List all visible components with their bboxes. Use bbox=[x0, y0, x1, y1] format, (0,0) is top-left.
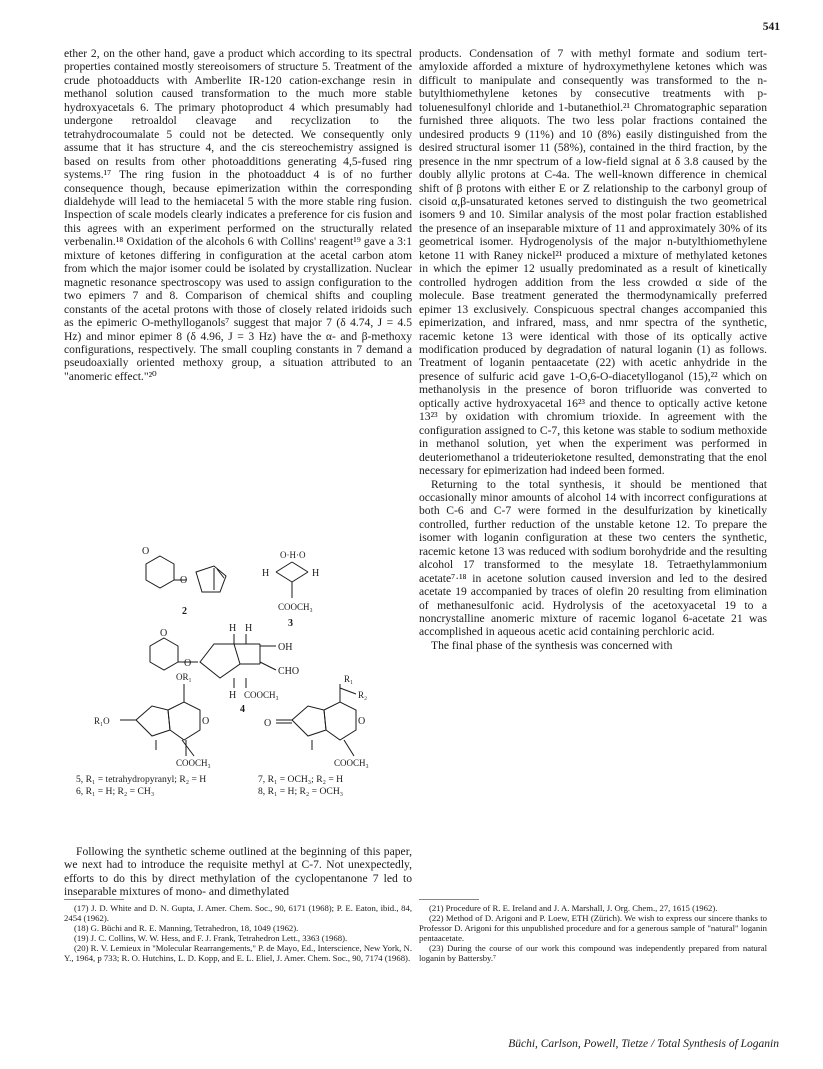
reference-22: (22) Method of D. Arigoni and P. Loew, ETH (Zürich). We wish to express our sincere thanks to Professor D. Arigoni for this unpublished procedure and for a generous sample of "natural" loganin pentaacetate. bbox=[419, 913, 767, 943]
label-O: O bbox=[142, 546, 150, 557]
paragraph: ether 2, on the other hand, gave a product which according to its spectral properties contained mostly stereoisomers of structure 5. Treatment of the crude photoadducts with Amberlite IR-120 cation-exchange resin in methanol solution caused transformation to the much more stable hydroxyacetals 6. The primary photoproduct 4 which presumably had undergone retroaldol cleavage and recyclization to the tetrahydrocoumalate 5 could not be detected. We consequently only assume that it has structure 4, and the cis stereochemistry assigned is based on results from other photoadditions generating 4,5-fused ring systems.¹⁷ The ring fusion in the photoadduct 4 is of no further consequence though, because epimerization within the corresponding dialdehyde will lead to the hemiacetal 5 with the more stable ring fusion. Inspection of scale models clearly indicates a preference for cis fusion and this agrees with an experiment performed on the structurally related verbenalin.¹⁸ Oxidation of the alcohols 6 with Collins' reagent¹⁹ gave a 3:1 mixture of ketones differing in configuration at the acetal carbon atom from which the major isomer could be isolated by crystallization. Nuclear magnetic resonance spectroscopy was used to assign configuration to the two epimers 7 and 8. Comparison of chemical shifts and coupling constants of the acetal protons with those of closely related iridoids such as the epimeric O-methylloganols⁷ suggest that major 7 (δ 4.74, J = 4.5 Hz) and minor epimer 8 (δ 4.96, J = 3 Hz) have the α- and β-methoxy configurations, respectively. The small coupling constants in 7 demand a pseudoaxially oriented methoxy group, a situation attributed to an "anomeric effect."²⁰ bbox=[64, 47, 412, 383]
caption-compound-8: 8, R₁ = H; R₂ = OCH₃ bbox=[258, 786, 344, 797]
page-number: 541 bbox=[762, 21, 780, 33]
footnote-rule bbox=[419, 899, 479, 900]
reference-17: (17) J. D. White and D. N. Gupta, J. Amer. Chem. Soc., 90, 6171 (1968); P. E. Eaton, ibid., 84, 2454 (1962). bbox=[64, 903, 412, 923]
running-footer: Büchi, Carlson, Powell, Tietze / Total Synthesis of Loganin bbox=[508, 1038, 779, 1050]
reference-21: (21) Procedure of R. E. Ireland and J. A. Marshall, J. Org. Chem., 27, 1615 (1962). bbox=[429, 903, 718, 913]
reference-19: (19) J. C. Collins, W. W. Hess, and F. J. Frank, Tetrahedron Lett., 3363 (1968). bbox=[74, 933, 348, 943]
references-left bbox=[64, 903, 412, 963]
label-R2: R₂ bbox=[358, 690, 368, 700]
reference-18: (18) G. Büchi and R. E. Manning, Tetrahedron, 18, 1049 (1962). bbox=[74, 923, 299, 933]
cyclopentanone-ring-7 bbox=[292, 706, 326, 736]
label-COOCH3: COOCH₃ bbox=[334, 758, 369, 768]
left-column bbox=[64, 47, 412, 383]
compound-number-4: 4 bbox=[240, 704, 245, 715]
chemical-structures-figure bbox=[64, 534, 412, 842]
caption-compound-7: 7, R₁ = OCH₃; R₂ = H bbox=[258, 774, 344, 785]
caption-compound-6: 6, R₁ = H; R₂ = CH₃ bbox=[76, 786, 155, 797]
label-COOCH3: COOCH₃ bbox=[278, 602, 313, 612]
footnote-rule bbox=[64, 899, 124, 900]
compound-number-3: 3 bbox=[288, 618, 293, 629]
reference-20: (20) R. V. Lemieux in "Molecular Rearrangements," P. de Mayo, Ed., Interscience, New York, N. Y., 1964, p 733; R. O. Hutchins, L. D. Kopp, and E. L. Eliel, J. Amer. Chem. Soc., 90, 7174 (1968). bbox=[64, 943, 412, 963]
label-H: H bbox=[262, 568, 270, 579]
pyran-ring-5 bbox=[168, 702, 200, 740]
label-H: H bbox=[229, 690, 237, 701]
left-column-continuation bbox=[64, 845, 412, 899]
label-O: O bbox=[160, 628, 168, 639]
references-right bbox=[419, 903, 767, 963]
label-OH: OH bbox=[278, 642, 293, 653]
cyclopentane-ring-4 bbox=[200, 644, 240, 678]
label-R1: R₁ bbox=[344, 674, 354, 684]
label-H: H bbox=[229, 623, 237, 634]
right-column bbox=[419, 47, 767, 652]
label-COOCH3: COOCH₃ bbox=[244, 690, 279, 700]
reference-23: (23) During the course of our work this compound was independently prepared from natural loganin by Battersby.⁷ bbox=[419, 943, 767, 963]
label-O: O bbox=[264, 718, 272, 729]
cyclopentane-ring-5 bbox=[136, 706, 170, 736]
label-COOCH3: COOCH₃ bbox=[176, 758, 211, 768]
paragraph: Following the synthetic scheme outlined at the beginning of this paper, we next had to introduce the requisite methyl at C-7. Not unexpectedly, efforts to do this by direct methylation of the cyclopentanone 7 led to inseparable mixtures of mono- and dimethylated bbox=[64, 845, 412, 899]
label-R1O: R₁O bbox=[94, 716, 110, 726]
label-H: H bbox=[312, 568, 320, 579]
label-enol-OHO: O·H·O bbox=[280, 550, 306, 560]
label-OR1: OR₁ bbox=[176, 672, 192, 682]
paragraph: Returning to the total synthesis, it should be mentioned that occasionally minor amounts of alcohol 14 with incorrect configurations at both C-6 and C-7 were formed in the desulfurization by kinetically controlled, further reduction of the unstable ketone 12. To prepare the isomer with loganin configuration at these two centers the synthetic, racemic ketone 13 was reduced with sodium borohydride and the resulting alcohol 17 transformed to the mesylate 18. Tetraethylammonium acetate⁷·¹⁸ in acetone solution caused inversion and led to the desired acetate 19 accompanied by traces of olefin 20 resulting from elimination of methanesulfonic acid. Hydrolysis of the acetoxyacetal 19 to a noncrystalline anomeric mixture of racemic loganol 6-acetate 21 was accomplished in aqueous acetic acid containing perchloric acid. bbox=[419, 477, 767, 639]
pyran-ring-2 bbox=[146, 556, 174, 588]
label-O: O bbox=[358, 716, 366, 727]
paragraph: The final phase of the synthesis was concerned with bbox=[431, 638, 673, 652]
cyclopentene-ring-2 bbox=[196, 566, 226, 592]
pyran-ring-7 bbox=[324, 702, 356, 740]
compound-number-2: 2 bbox=[182, 606, 187, 617]
caption-compound-5: 5, R₁ = tetrahydropyranyl; R₂ = H bbox=[76, 774, 207, 785]
label-H: H bbox=[245, 623, 253, 634]
paragraph: products. Condensation of 7 with methyl formate and sodium tert-amyloxide afforded a mixture of hydroxymethylene ketones which was difficult to manipulate and consequently was transformed to the n-butylthiomethylene ketones by consecutive treatments with p-toluenesulfonyl chloride and 1-butanethiol.²¹ Chromatographic separation furnished three aliquots. The two less polar fractions contained the undesired products 9 (11%) and 10 (8%) easily distinguished from the desired structural isomer 11 (58%), contained in the third fraction, by the presence in the nmr spectrum of a low-field signal at δ 3.8 caused by the doubly allylic protons at C-4a. The well-known difference in chemical shift of β protons with either E or Z relationship to the carbonyl group of cisoid α,β-unsaturated ketones served to distinguish the two geometrical isomers 9 and 10. Similar analysis of the most polar fraction established the presence of an inseparable mixture of 11 and approximately 30% of its geometrical isomer. Hydrogenolysis of the major n-butylthiomethylene ketone 11 with Raney nickel²¹ produced a mixture of methylated ketones in which the epimer 12 usually predominated as a result of kinetically controlled hydrogen addition from the less crowded α side of the molecule. Base treatment generated the thermodynamically preferred epimer 13 exclusively. Conspicuous spectral changes accompanied this epimerization, and infrared, mass, and nmr spectra of the synthetic, racemic ketone 13 were identical with those of its optically active modification produced by degradation of natural loganin (1) as follows. Treatment of loganin pentaacetate (22) with acetic anhydride in the presence of sulfuric acid gave 1-O,6-O-diacetylloganol (15),²² which on methanolysis in the presence of boron trifluoride was converted to optically active hydroxyacetal 16²³ and thence to optically active ketone 13²³ by oxidation with chromium trioxide. In agreement with the configuration assigned to C-7, this ketone was stable to sodium methoxide in methanol solution, yet when the experiment was performed in deuteriomethanol a trideuterioketone resulted, demonstrating that the enol necessary for epimerization had indeed been formed. bbox=[419, 47, 767, 478]
label-O: O bbox=[202, 716, 210, 727]
label-O: O bbox=[184, 658, 192, 669]
label-O: O bbox=[180, 575, 188, 586]
pyran-ring-4 bbox=[150, 638, 178, 670]
label-CHO: CHO bbox=[278, 666, 300, 677]
